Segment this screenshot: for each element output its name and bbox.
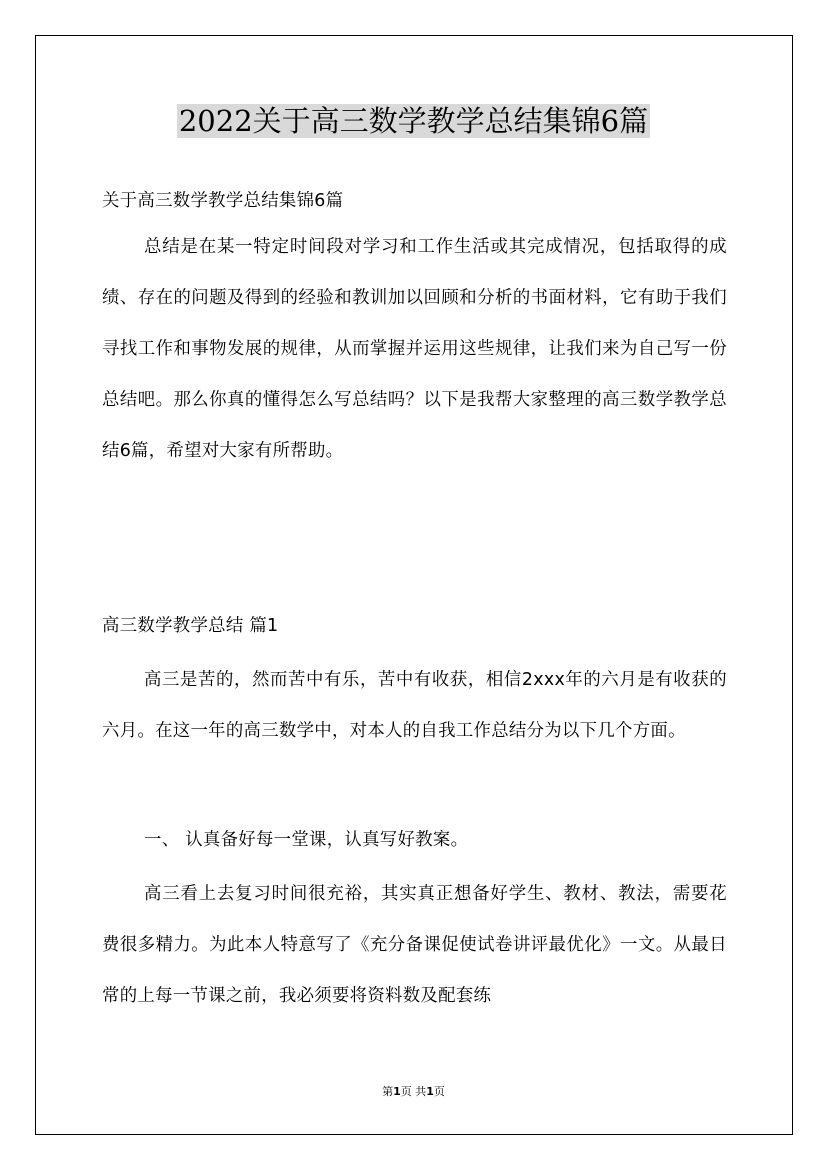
intro-paragraph: 总结是在某一特定时间段对学习和工作生活或其完成情况，包括取得的成绩、存在的问题及得到的经验和教训加以回顾和分析的书面材料，它有助于我们寻找工作和事物发展的规律，从而掌握并运用这些规律，让我们来为自己写一份总结吧。那么你真的懂得怎么写总结吗？以下是我帮大家整理的高三数学教学总结6篇，希望对大家有所帮助。 bbox=[102, 237, 727, 461]
footer-suffix: 页 bbox=[433, 1085, 445, 1098]
footer-prefix: 第 bbox=[382, 1085, 394, 1098]
footer-mid: 页 共 bbox=[400, 1085, 427, 1098]
document-title-text: 2022关于高三数学教学总结集锦6篇 bbox=[178, 104, 649, 138]
footer-total-pages: 1 bbox=[426, 1085, 434, 1098]
section-point: 一、 认真备好每一堂课，认真写好教案。 bbox=[144, 830, 469, 850]
section-paragraph-2: 高三看上去复习时间很充裕，其实真正想备好学生、教材、教法，需要花费很多精力。为此本人特意写了《充分备课促使试卷讲评最优化》一文。从最日常的上每一节课之前，我必须要将资料数及配套练 bbox=[102, 884, 727, 1006]
section-paragraph: 高三是苦的，然而苦中有乐，苦中有收获，相信2xxx年的六月是有收获的六月。在这一年的高三数学中，对本人的自我工作总结分为以下几个方面。 bbox=[102, 670, 727, 741]
footer-current-page: 1 bbox=[393, 1085, 401, 1098]
page-footer bbox=[0, 1083, 827, 1099]
document-subtitle: 关于高三数学教学总结集锦6篇 bbox=[102, 191, 344, 211]
document-title bbox=[0, 101, 827, 141]
section-heading: 高三数学教学总结 篇1 bbox=[102, 616, 279, 636]
